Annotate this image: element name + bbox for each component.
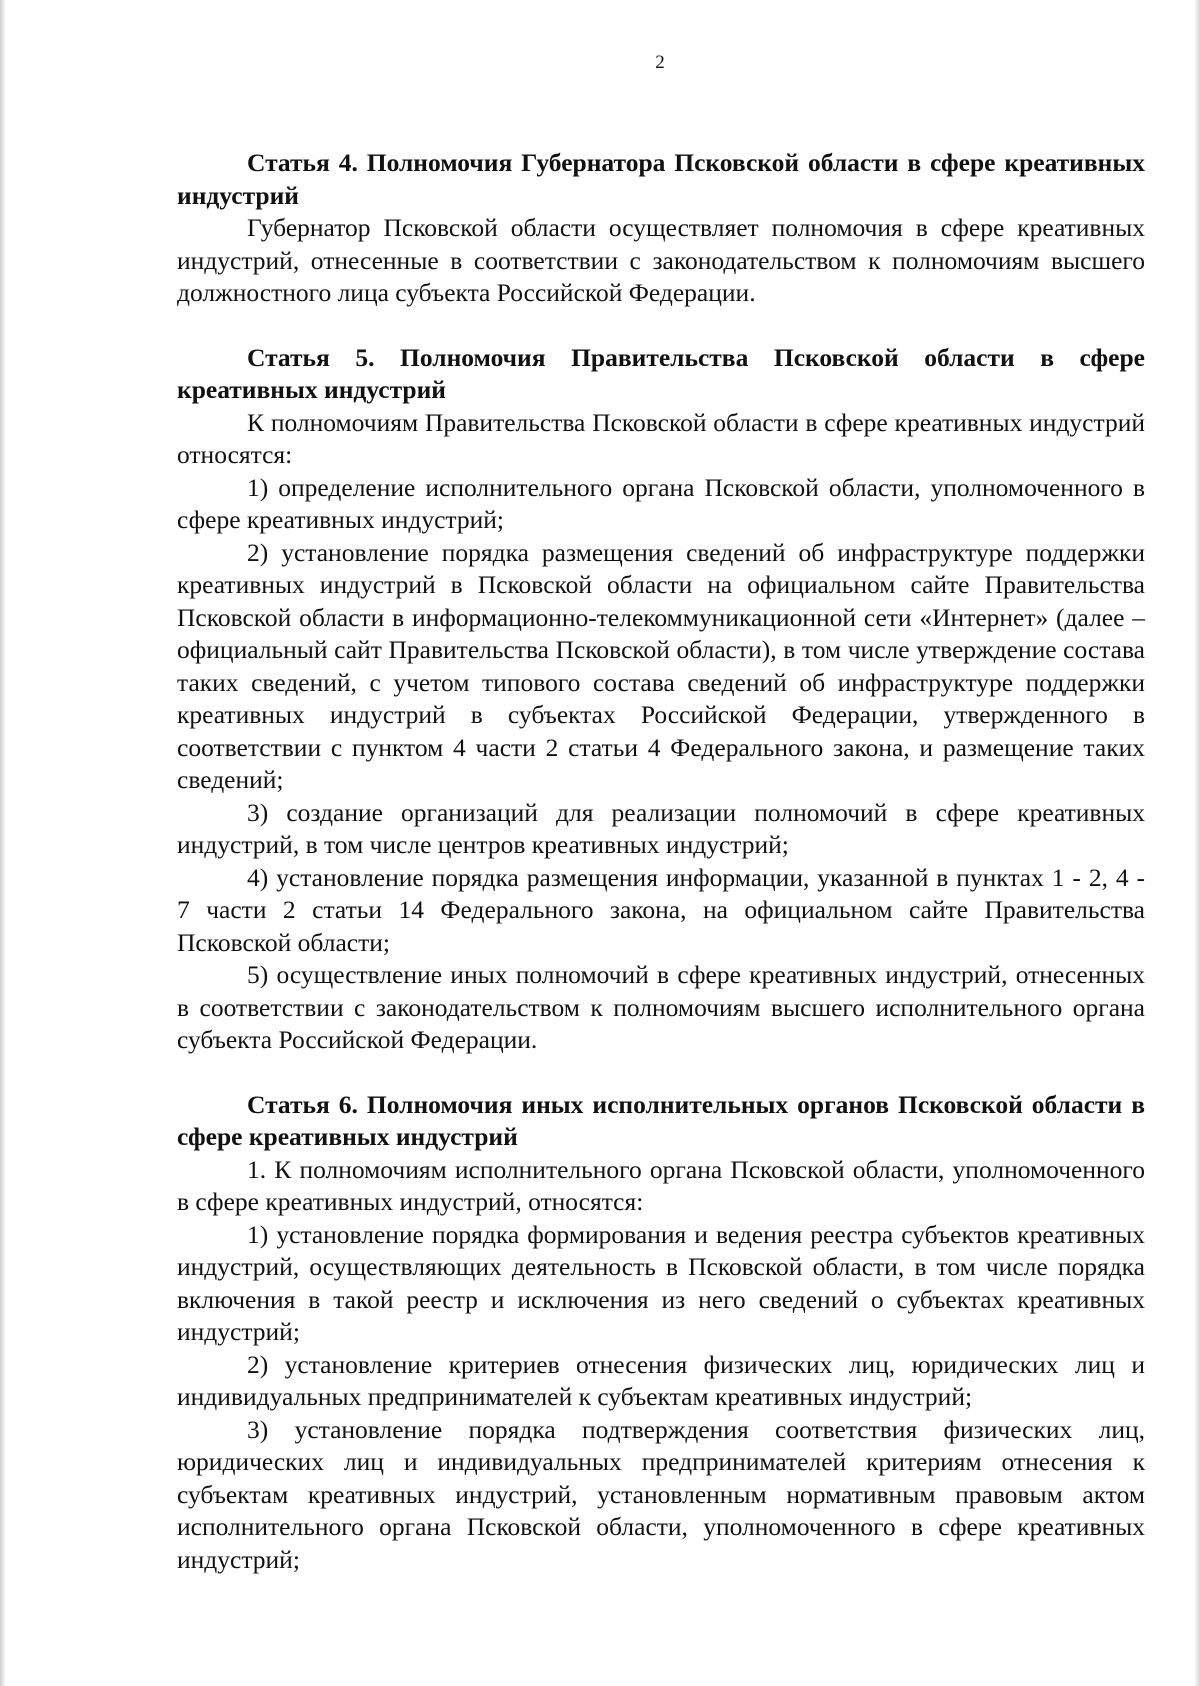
article-paragraph: К полномочиям Правительства Псковской области в сфере креативных индустрий относятся: bbox=[177, 407, 1145, 469]
list-item: 3) создание организаций для реализации полномочий в сфере креативных индустрий, в том числе центров креативных индустрий; bbox=[177, 797, 1145, 859]
section-gap bbox=[177, 1057, 1145, 1089]
list-item: 2) установление критериев отнесения физических лиц, юридических лиц и индивидуальных предпринимателей к субъектам креативных индустрий; bbox=[177, 1349, 1145, 1411]
article-6 bbox=[177, 1089, 1145, 1577]
scan-edge-right bbox=[1194, 0, 1200, 1686]
list-item: 5) осуществление иных полномочий в сфере креативных индустрий, отнесенных в соответствии с законодательством к полномочиям высшего исполнительного органа субъекта Российской Федерации. bbox=[177, 960, 1145, 1054]
page-number: 2 bbox=[655, 52, 665, 73]
section-gap bbox=[177, 310, 1145, 342]
article-heading: Статья 5. Полномочия Правительства Псковской области в сфере креативных индустрий bbox=[177, 342, 1145, 404]
list-item: 2) установление порядка размещения сведений об инфраструктуре поддержки креативных индустрий в Псковской области на официальном сайте Правительства Псковской области в информационно-телекоммуникационной сети «Интернет» (далее – официальный сайт Правительства Псковской области), в том числе утверждение состава таких сведений, с учетом типового состава сведений об инфраструктуре поддержки креативных индустрий в субъектах Российской Федерации, утвержденного в соответствии с пунктом 4 части 2 статьи 4 Федерального закона, и размещение таких сведений; bbox=[177, 537, 1145, 794]
document-body bbox=[177, 147, 1145, 1576]
article-heading: Статья 4. Полномочия Губернатора Псковской области в сфере креативных индустрий bbox=[177, 148, 1145, 210]
list-item: 1) установление порядка формирования и ведения реестра субъектов креативных индустрий, осуществляющих деятельность в Псковской области, в том числе порядка включения в такой реестр и исключения из него сведений о субъектах креативных индустрий; bbox=[177, 1219, 1145, 1346]
list-item: 4) установление порядка размещения информации, указанной в пунктах 1 - 2, 4 - 7 части 2 статьи 14 Федерального закона, на официальном сайте Правительства Псковской области; bbox=[177, 862, 1145, 957]
article-4 bbox=[177, 147, 1145, 310]
article-paragraph: 1. К полномочиям исполнительного органа Псковской области, уполномоченного в сфере креативных индустрий, относятся: bbox=[177, 1154, 1145, 1216]
scan-edge-left bbox=[0, 0, 6, 1686]
article-heading: Статья 6. Полномочия иных исполнительных органов Псковской области в сфере креативных индустрий bbox=[177, 1089, 1145, 1151]
list-item: 3) установление порядка подтверждения соответствия физических лиц, юридических лиц и индивидуальных предпринимателей критериям отнесения к субъектам креативных индустрий, установленным нормативным правовым актом исполнительного органа Псковской области, уполномоченного в сфере креативных индустрий; bbox=[177, 1414, 1145, 1574]
list-item: 1) определение исполнительного органа Псковской области, уполномоченного в сфере креативных индустрий; bbox=[177, 472, 1145, 534]
article-5 bbox=[177, 342, 1145, 1057]
article-paragraph: Губернатор Псковской области осуществляет полномочия в сфере креативных индустрий, отнесенные в соответствии с законодательством к полномочиям высшего должностного лица субъекта Российской Федерации. bbox=[177, 213, 1145, 307]
